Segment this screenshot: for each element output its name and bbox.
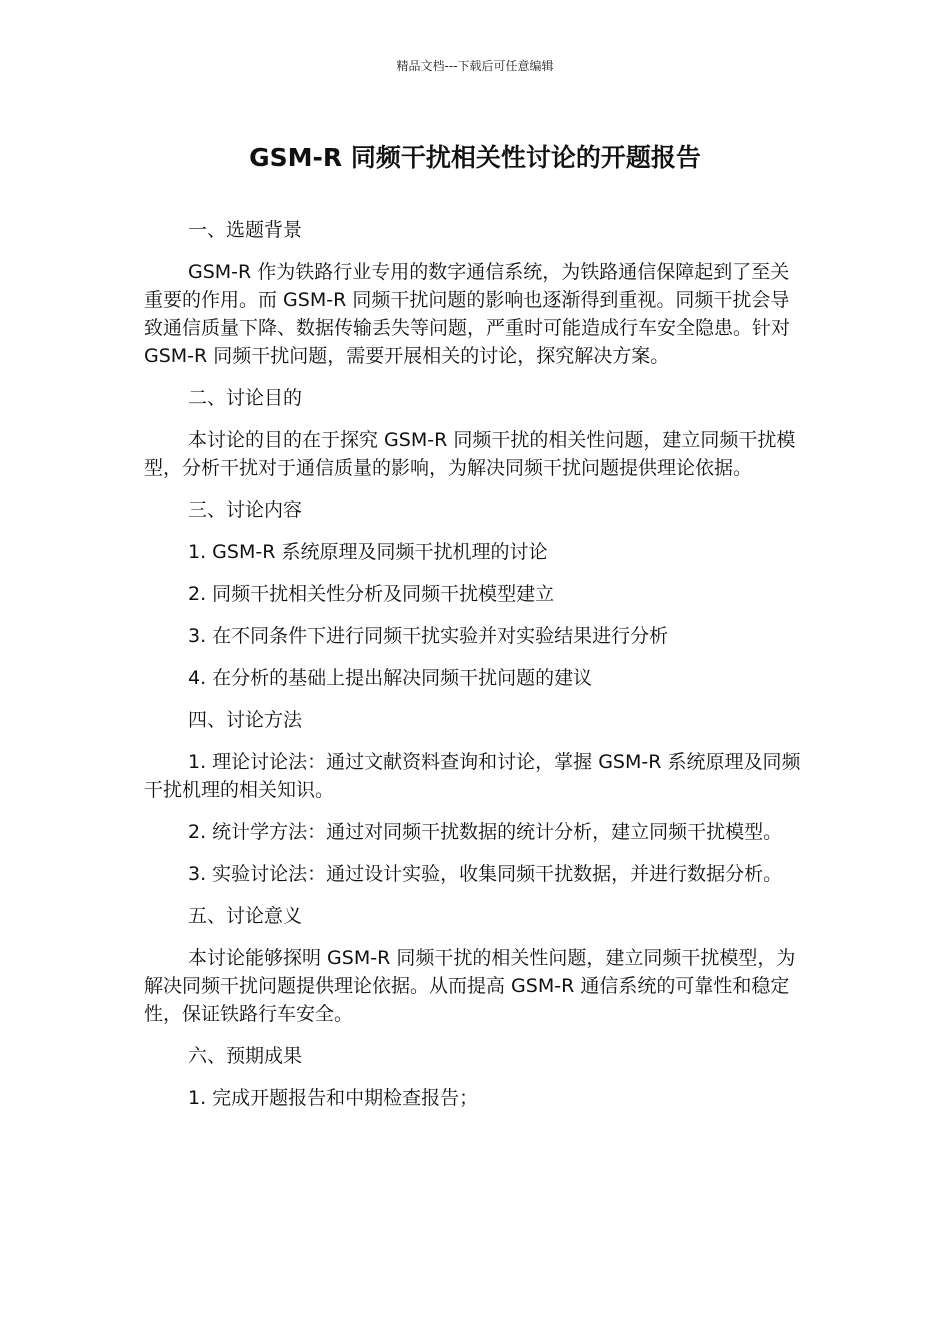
list-item-method-1: 1. 理论讨论法：通过文献资料查询和讨论，掌握 GSM-R 系统原理及同频干扰机理的相关知识。: [144, 751, 801, 801]
list-item-content-3: 3. 在不同条件下进行同频干扰实验并对实验结果进行分析: [188, 625, 669, 647]
list-item-outcome-1: 1. 完成开题报告和中期检查报告；: [188, 1087, 479, 1109]
list-item-content-2: 2. 同频干扰相关性分析及同频干扰模型建立: [188, 583, 555, 605]
paragraph-background: GSM-R 作为铁路行业专用的数字通信系统，为铁路通信保障起到了至关重要的作用。而 GSM-R 同频干扰问题的影响也逐渐得到重视。同频干扰会导致通信质量下降、数据传输丢失等问题，严重时可能造成行车安全隐患。针对 GSM-R 同频干扰问题，需要开展相关的讨论，探究解决方案。: [144, 261, 791, 367]
paragraph-purpose: 本讨论的目的在于探究 GSM-R 同频干扰的相关性问题，建立同频干扰模型，分析干扰对于通信质量的影响，为解决同频干扰问题提供理论依据。: [144, 429, 796, 479]
section-heading-outcomes: 六、预期成果: [188, 1045, 303, 1067]
section-heading-methods: 四、讨论方法: [188, 709, 303, 731]
section-heading-significance: 五、讨论意义: [188, 905, 303, 927]
section-heading-background: 一、选题背景: [188, 219, 303, 241]
document-body: [144, 216, 808, 1126]
section-heading-purpose: 二、讨论目的: [188, 387, 303, 409]
document-title: GSM-R 同频干扰相关性讨论的开题报告: [249, 143, 701, 172]
list-item-content-1: 1. GSM-R 系统原理及同频干扰机理的讨论: [188, 541, 548, 563]
list-item-method-2: 2. 统计学方法：通过对同频干扰数据的统计分析，建立同频干扰模型。: [188, 821, 783, 843]
paragraph-significance: 本讨论能够探明 GSM-R 同频干扰的相关性问题，建立同频干扰模型，为解决同频干扰问题提供理论依据。从而提高 GSM-R 通信系统的可靠性和稳定性，保证铁路行车安全。: [144, 947, 796, 1025]
header-note: 精品文档---下载后可任意编辑: [396, 59, 554, 73]
list-item-method-3: 3. 实验讨论法：通过设计实验，收集同频干扰数据，并进行数据分析。: [188, 863, 783, 885]
list-item-content-4: 4. 在分析的基础上提出解决同频干扰问题的建议: [188, 667, 593, 689]
section-heading-content: 三、讨论内容: [188, 499, 303, 521]
